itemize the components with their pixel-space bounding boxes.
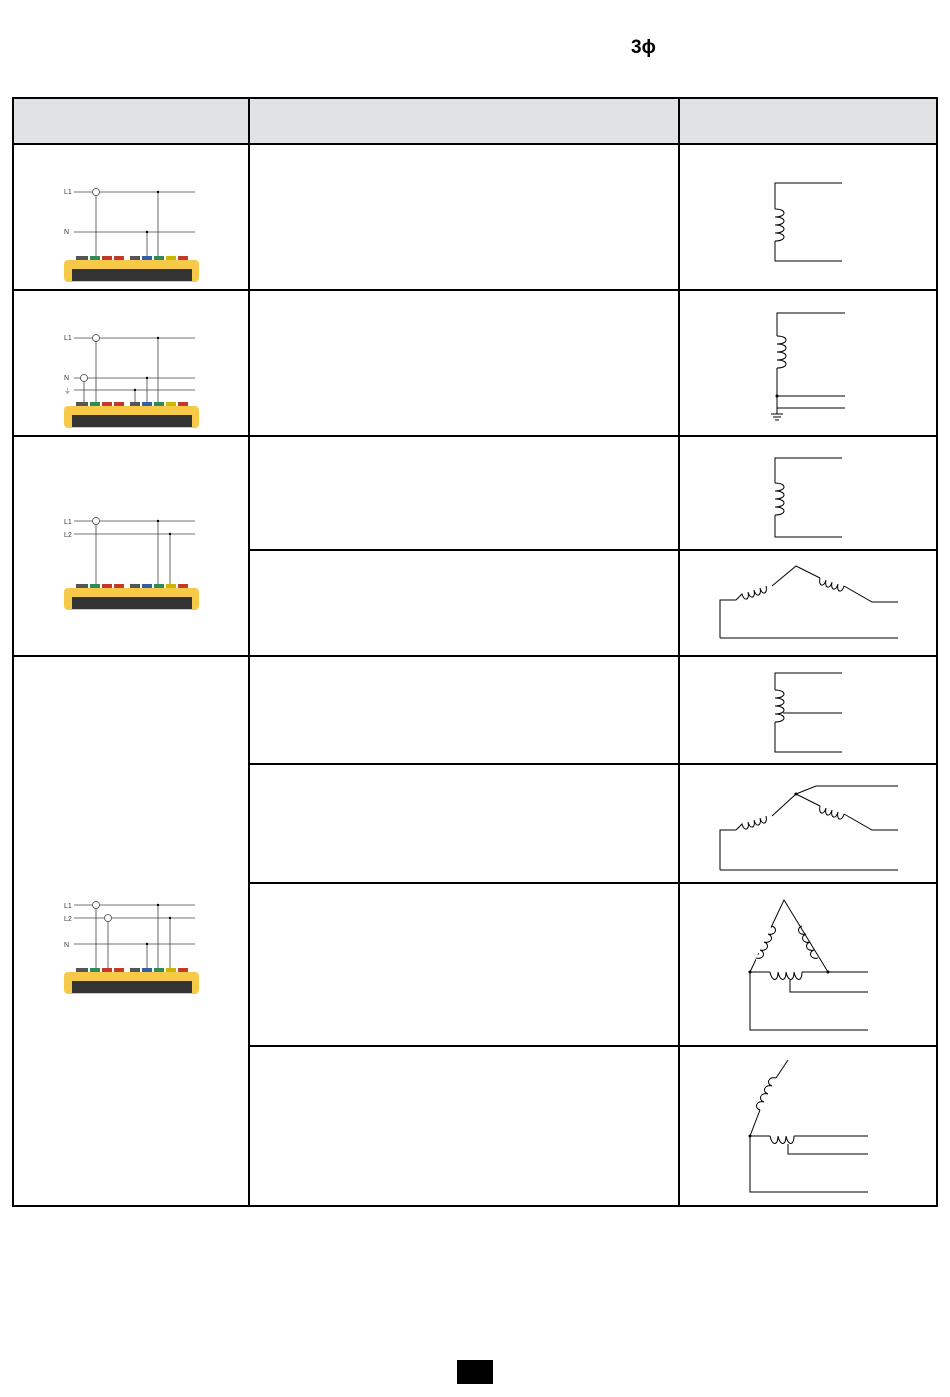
coil-schematic-delta: [740, 894, 875, 1034]
row-divider: [12, 289, 938, 291]
column-divider: [678, 97, 680, 1207]
table-border-top: [12, 97, 938, 99]
label-n: N: [64, 375, 70, 382]
table-header-row: [14, 99, 936, 144]
coil-schematic-with-earth: [760, 308, 860, 428]
page-number: [457, 1360, 493, 1384]
coil-schematic-open-leg: [740, 1058, 875, 1198]
label-n: N: [64, 942, 70, 949]
coil-schematic-open-delta-neutral: [716, 780, 906, 875]
wiring-diagram-split-phase: [60, 508, 205, 613]
label-l1: L1: [64, 335, 72, 342]
label-l1: L1: [64, 519, 72, 526]
three-phase-symbol: 3ϕ: [631, 37, 656, 58]
subrow-divider: [249, 763, 938, 765]
row-divider: [12, 655, 938, 657]
wiring-diagram-single-phase-3wire: [60, 326, 205, 431]
table-border-bottom: [12, 1205, 938, 1207]
label-l2: L2: [64, 532, 72, 539]
coil-schematic-single-phase: [760, 180, 860, 270]
column-divider: [248, 97, 250, 1207]
subrow-divider: [249, 549, 938, 551]
label-l1: L1: [64, 903, 72, 910]
label-l2: L2: [64, 916, 72, 923]
table-border-left: [12, 97, 14, 1207]
subrow-divider: [249, 882, 938, 884]
coil-schematic-center-tap: [760, 670, 860, 760]
table-header-divider: [12, 143, 938, 145]
label-l1: L1: [64, 189, 72, 196]
row-divider: [12, 435, 938, 437]
label-n: N: [64, 229, 70, 236]
coil-schematic-open-delta: [716, 560, 906, 645]
label-earth: ⏚: [64, 388, 71, 395]
subrow-divider: [249, 1045, 938, 1047]
wiring-diagram-two-phase-neutral: [60, 892, 205, 997]
table-border-right: [936, 97, 938, 1207]
wiring-diagram-single-phase-2wire: [60, 180, 205, 285]
coil-schematic-split-phase-a: [760, 455, 860, 545]
